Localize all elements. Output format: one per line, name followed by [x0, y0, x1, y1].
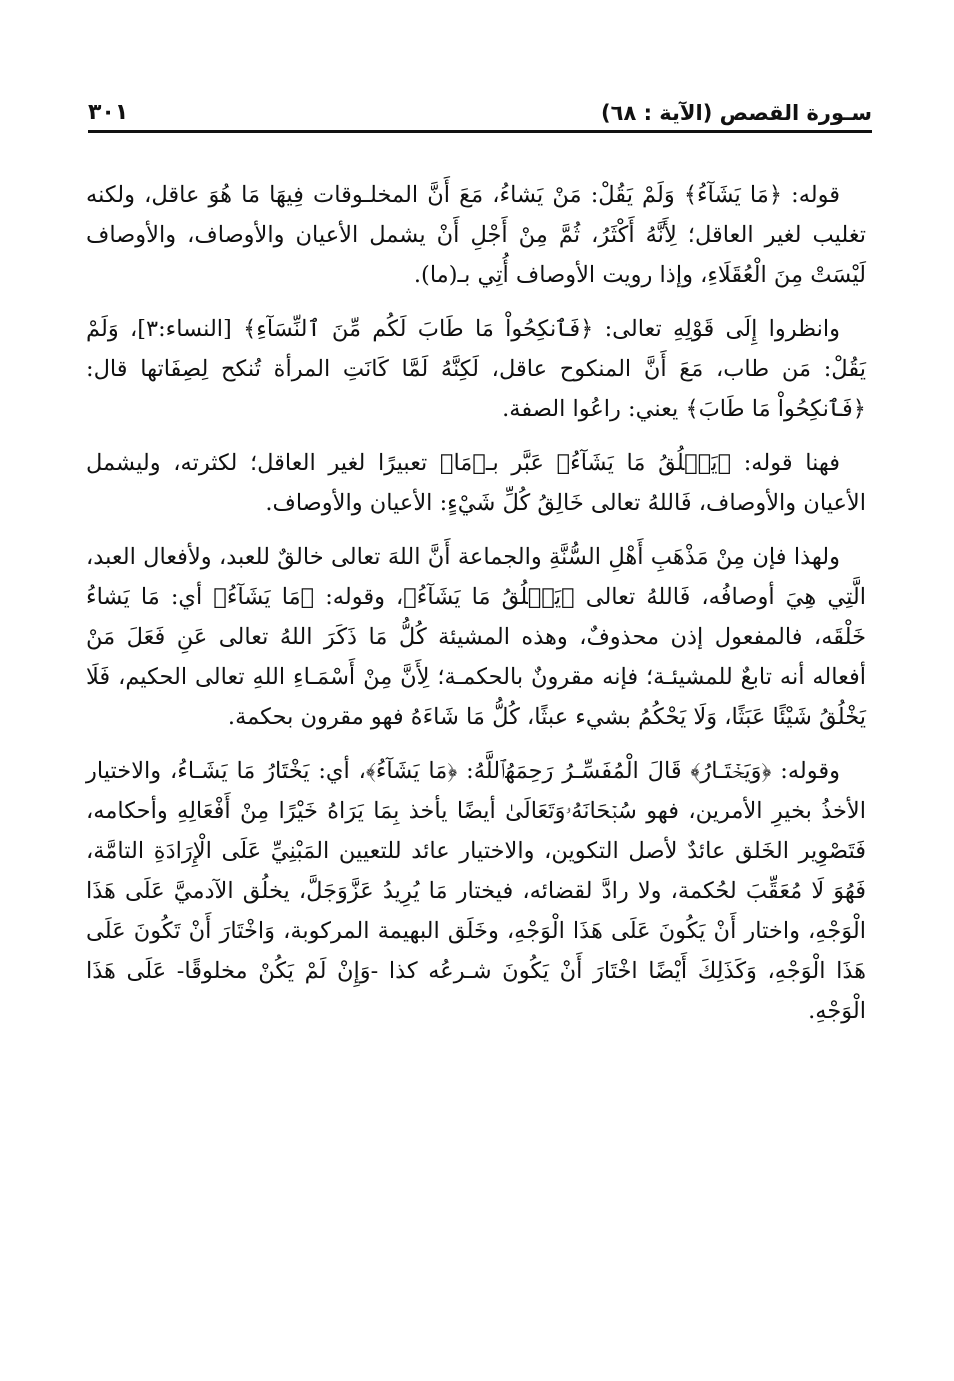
paragraph: ولهذا فإن مِنْ مَذْهَبِ أَهْلِ السُّنَّةِ والجماعة أَنَّ اللهَ تعالى خالقٌ للعبد، ولأفعال العبد، الَّتِي هِيَ أوصافُه، فَاللهُ تعالى ﴿يَخۡلُقُ مَا يَشَآءُ﴾، وقوله: ﴿مَا يَشَآءُ﴾ أي: مَا يَشاءُ خَلْقَه، فالمفعول إذن محذوفٌ، وهذه المشيئة كُلُّ مَا ذَكَرَ اللهُ تعالى عَنِ فَعَلَ مَنْ أفعاله أنه تابعٌ للمشيئـة؛ فإنه مقرونٌ بالحكمـة؛ لِأَنَّ مِنْ أَسْمَـاءِ اللهِ تعالى الحكيم، فَلَا يَخْلُقُ شَيْئًا عَبَثًا، وَلَا يَحْكُمُ بشيء عبثًا، كُلُّ مَا شَاءَهُ فهو مقرون بحكمة. — [86, 544, 866, 730]
paragraph: فهنا قوله: ﴿يَخۡلُقُ مَا يَشَآءُ﴾ عَبَّر بـ﴿مَا﴾ تعبيرًا لغير العاقل؛ لكثرته، وليشمل الأعيان والأوصاف، فَاللهُ تعالى خَالِقُ كُلِّ شَيْءٍ: الأعيان والأوصاف. — [86, 450, 866, 516]
surah-title: سـورة القصص (الآية : ٦٨) — [601, 101, 872, 125]
paragraph: وانظروا إِلَى قَوْلِهِ تعالى: ﴿فَٱنكِحُواْ مَا طَابَ لَكُم مِّنَ ٱلنِّسَآءِ﴾ [النساء:٣]، وَلَمْ يَقُلْ: مَن طاب، مَعَ أَنَّ المنكوح عاقل، لَكِنَّهُ لَمَّا كَانَتِ المرأة تُنكح لِصِفَاتها قال: ﴿فَٱنكِحُواْ مَا طَابَ﴾ يعني: راعُوا الصفة. — [86, 316, 866, 422]
page-number: ٣٠١ — [88, 100, 129, 125]
running-header — [88, 92, 872, 133]
body-text — [86, 175, 866, 1045]
paragraph: وقوله: ﴿وَيَخۡتَـارُ﴾ قَالَ الْمُفَسِّـرُ رَحِمَهُٱللَّهُ: ﴿مَا يَشَآءُ﴾، أي: يَخْتَارُ مَا يَشَـاءُ، والاختيار الأخذُ بخيرِ الأمرين، فهو سُبۡحَانَهُۥوَتَعَالَىٰ أيضًا يأخذ بِمَا يَرَاهُ خَيْرًا مِنْ أَفْعَالِهِ وأحكامه، فَتَصْوِير الخَلق عائدٌ لأصل التكوين، والاختيار عائد للتعيين المَبْنِيِّ عَلَى الْإِرَادَةِ التامَّة، فَهُوَ لَا مُعَقِّبَ لحُكمة، ولا رادَّ لقضائه، فيختار مَا يُرِيدُ عَزَّوَجَلَّ، يخلُق الآدميَّ عَلَى هَذَا الْوَجْهِ، واختار أَنْ يَكُونَ عَلَى هَذَا الْوَجْهِ، وخَلَق البهيمة المركوبة، وَاخْتَارَ أَنْ تَكُونَ عَلَى هَذَا الْوَجْهِ، وَكَذَلِكَ أَيْضًا اخْتَارَ أَنْ يَكُونَ شـرعُه كذا -وَإِنْ لَمْ يَكُنْ مخلوقًا- عَلَى هَذَا الْوَجْهِ. — [86, 758, 866, 1024]
paragraph: قوله: ﴿مَا يَشَآءُ﴾ وَلَمْ يَقُلْ: مَنْ يَشاءُ، مَعَ أَنَّ المخلـوقات فِيهَا مَا هُوَ عاقل، ولكنه تغليب لغير العاقل؛ لِأَنَّهُ أَكْثَرُ، ثُمَّ مِنْ أَجْلِ أَنْ يشمل الأعيان والأوصاف، والأوصاف لَيْسَتْ مِنَ الْعُقَلَاءِ، وإذا رويت الأوصاف أُتِي بـ(ما). — [86, 182, 866, 288]
